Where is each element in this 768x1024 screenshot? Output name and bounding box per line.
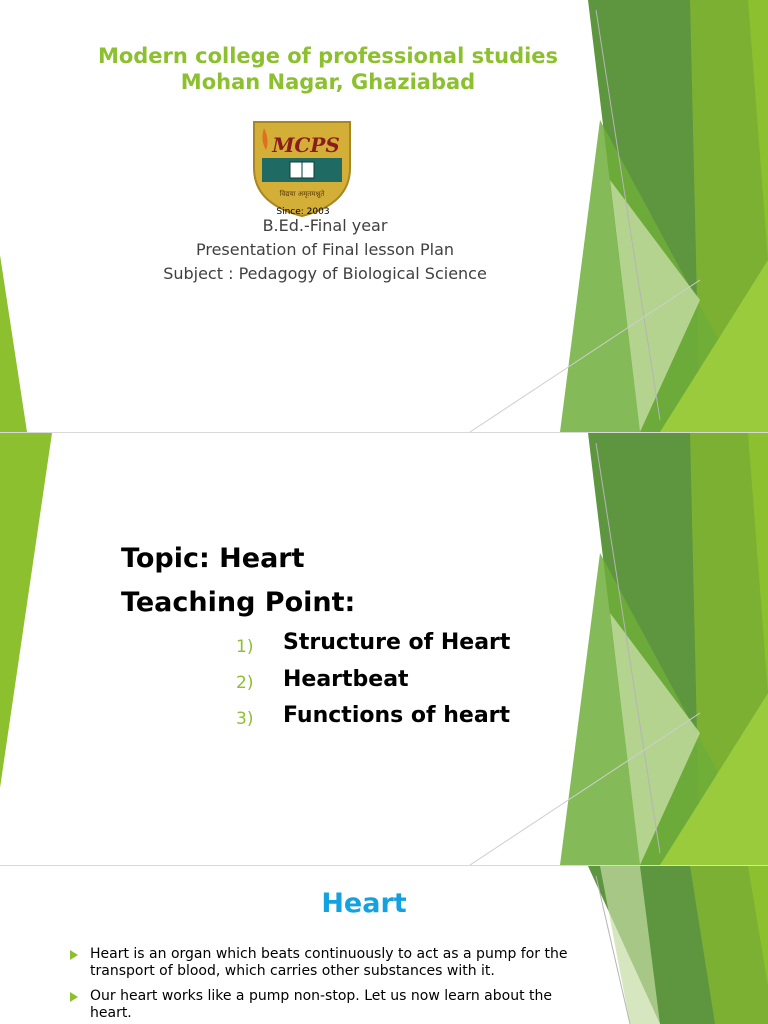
bullet-arrow-icon: [70, 992, 78, 1002]
bullet-text: Heart is an organ which beats continuously to act as a pump for the transport of blood, which carries other substances with it.: [90, 946, 568, 979]
list-number: 3): [236, 709, 254, 729]
list-number: 1): [236, 637, 254, 657]
list-item: Functions of heart: [283, 703, 511, 728]
presentation-title: Presentation of Final lesson Plan: [195, 240, 455, 259]
topic-heading: Topic: Heart: [121, 543, 305, 574]
subject-line: Subject : Pedagogy of Biological Science: [163, 264, 487, 283]
slide-topic: [0, 433, 768, 865]
heart-title: Heart: [321, 888, 407, 919]
logo-since: Since: 2003: [276, 207, 330, 217]
course-year: B.Ed.-Final year: [262, 216, 388, 235]
college-name: Modern college of professional studies: [97, 44, 559, 68]
slide-title: [0, 0, 768, 432]
teaching-point-heading: Teaching Point:: [121, 587, 356, 618]
logo-text: MCPS: [272, 133, 340, 157]
logo-motto: विद्यया अमृतमश्नुते: [279, 190, 325, 198]
list-item: Heartbeat: [283, 667, 409, 692]
bullet-text: Our heart works like a pump non-stop. Let us now learn about the heart.: [90, 988, 552, 1021]
slide-heart: [0, 866, 768, 1024]
list-number: 2): [236, 673, 254, 693]
bullet-arrow-icon: [70, 950, 78, 960]
college-location: Mohan Nagar, Ghaziabad: [180, 70, 476, 94]
list-item: Structure of Heart: [283, 630, 511, 655]
